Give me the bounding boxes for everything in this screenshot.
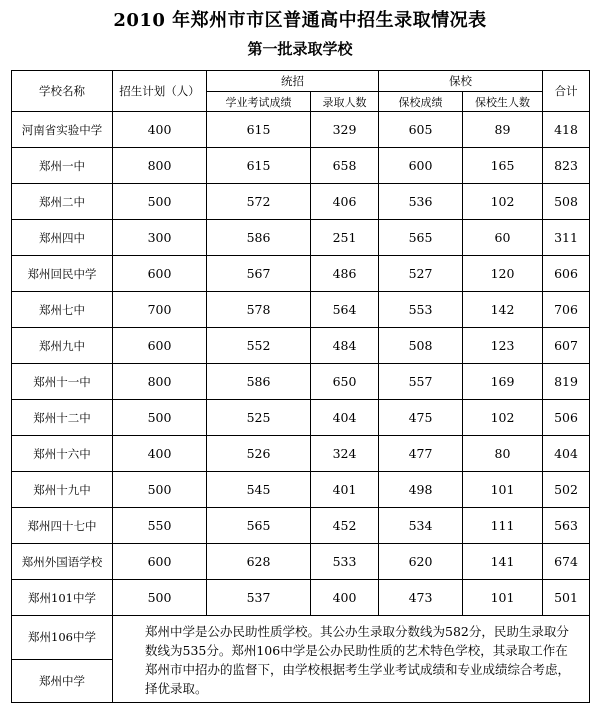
table-row [12, 220, 590, 256]
table-row [12, 328, 590, 364]
cell-school-name: 郑州四十七中 [12, 508, 113, 544]
cell-unified-score: 586 [207, 364, 311, 400]
cell-plan: 700 [113, 292, 207, 328]
table-row [12, 508, 590, 544]
cell-protected-score: 565 [379, 220, 463, 256]
cell-school-name: 郑州二中 [12, 184, 113, 220]
cell-unified-count: 486 [311, 256, 379, 292]
cell-plan: 500 [113, 580, 207, 616]
table-row [12, 472, 590, 508]
cell-total: 311 [543, 220, 590, 256]
table-row [12, 436, 590, 472]
cell-protected-count: 169 [463, 364, 543, 400]
header-unified: 统招 [207, 71, 379, 92]
cell-school-name: 郑州十二中 [12, 400, 113, 436]
cell-protected-score: 620 [379, 544, 463, 580]
cell-protected-score: 477 [379, 436, 463, 472]
cell-total: 404 [543, 436, 590, 472]
cell-unified-count: 401 [311, 472, 379, 508]
cell-school-name: 郑州101中学 [12, 580, 113, 616]
cell-total: 508 [543, 184, 590, 220]
cell-protected-count: 101 [463, 472, 543, 508]
cell-unified-count: 452 [311, 508, 379, 544]
cell-protected-count: 102 [463, 184, 543, 220]
header-total: 合计 [543, 71, 590, 112]
table-row [12, 364, 590, 400]
cell-plan: 500 [113, 184, 207, 220]
cell-unified-count: 533 [311, 544, 379, 580]
cell-total: 674 [543, 544, 590, 580]
cell-unified-count: 484 [311, 328, 379, 364]
cell-unified-score: 615 [207, 148, 311, 184]
cell-protected-count: 120 [463, 256, 543, 292]
cell-total: 706 [543, 292, 590, 328]
cell-protected-count: 141 [463, 544, 543, 580]
note-text: 郑州中学是公办民助性质学校。其公办生录取分数线为582分，民助生录取分数线为535分。郑州106中学是公办民助性质的艺术特色学校，其录取工作在郑州市中招办的监督下，由学校根据考生学业考试成绩和专业成绩综合考虑，择优录取。 [113, 616, 590, 703]
cell-plan: 500 [113, 400, 207, 436]
header-protected: 保校 [379, 71, 543, 92]
cell-unified-score: 565 [207, 508, 311, 544]
table-row [12, 292, 590, 328]
cell-plan: 550 [113, 508, 207, 544]
cell-unified-count: 251 [311, 220, 379, 256]
cell-total: 606 [543, 256, 590, 292]
table-row [12, 184, 590, 220]
cell-unified-count: 406 [311, 184, 379, 220]
header-protected-score: 保校成绩 [379, 92, 463, 112]
cell-total: 506 [543, 400, 590, 436]
admission-table [11, 70, 590, 703]
cell-unified-count: 400 [311, 580, 379, 616]
cell-unified-score: 552 [207, 328, 311, 364]
cell-unified-count: 564 [311, 292, 379, 328]
cell-protected-count: 102 [463, 400, 543, 436]
header-row-1 [12, 71, 590, 92]
cell-protected-count: 111 [463, 508, 543, 544]
cell-unified-count: 650 [311, 364, 379, 400]
header-school: 学校名称 [12, 71, 113, 112]
cell-school-name: 郑州十九中 [12, 472, 113, 508]
cell-protected-score: 527 [379, 256, 463, 292]
cell-plan: 400 [113, 436, 207, 472]
cell-protected-count: 60 [463, 220, 543, 256]
cell-total: 502 [543, 472, 590, 508]
table-row [12, 112, 590, 148]
cell-school-name: 郑州中学 [12, 659, 113, 703]
cell-plan: 600 [113, 256, 207, 292]
cell-plan: 600 [113, 328, 207, 364]
header-protected-count: 保校生人数 [463, 92, 543, 112]
cell-unified-score: 526 [207, 436, 311, 472]
cell-unified-score: 545 [207, 472, 311, 508]
cell-plan: 800 [113, 364, 207, 400]
cell-unified-count: 404 [311, 400, 379, 436]
cell-unified-score: 525 [207, 400, 311, 436]
cell-unified-score: 615 [207, 112, 311, 148]
cell-school-name: 郑州十一中 [12, 364, 113, 400]
cell-protected-score: 553 [379, 292, 463, 328]
cell-unified-count: 329 [311, 112, 379, 148]
cell-school-name: 郑州九中 [12, 328, 113, 364]
cell-protected-score: 536 [379, 184, 463, 220]
cell-protected-score: 508 [379, 328, 463, 364]
cell-protected-score: 600 [379, 148, 463, 184]
cell-school-name: 郑州回民中学 [12, 256, 113, 292]
cell-total: 819 [543, 364, 590, 400]
table-body [12, 112, 590, 703]
cell-unified-score: 537 [207, 580, 311, 616]
cell-school-name: 郑州十六中 [12, 436, 113, 472]
cell-unified-count: 324 [311, 436, 379, 472]
cell-unified-score: 578 [207, 292, 311, 328]
cell-plan: 600 [113, 544, 207, 580]
cell-plan: 800 [113, 148, 207, 184]
cell-protected-score: 557 [379, 364, 463, 400]
cell-protected-count: 142 [463, 292, 543, 328]
cell-school-name: 河南省实验中学 [12, 112, 113, 148]
cell-protected-score: 473 [379, 580, 463, 616]
cell-unified-score: 628 [207, 544, 311, 580]
cell-total: 501 [543, 580, 590, 616]
cell-unified-score: 572 [207, 184, 311, 220]
page-subtitle: 第一批录取学校 [247, 40, 353, 58]
cell-school-name: 郑州外国语学校 [12, 544, 113, 580]
table-row [12, 148, 590, 184]
cell-plan: 400 [113, 112, 207, 148]
cell-plan: 300 [113, 220, 207, 256]
cell-protected-count: 80 [463, 436, 543, 472]
cell-school-name: 郑州106中学 [12, 616, 113, 660]
page-title: 2010 年郑州市市区普通高中招生录取情况表 [113, 10, 487, 31]
cell-protected-count: 89 [463, 112, 543, 148]
table-row [12, 580, 590, 616]
cell-school-name: 郑州一中 [12, 148, 113, 184]
cell-school-name: 郑州七中 [12, 292, 113, 328]
cell-protected-score: 605 [379, 112, 463, 148]
cell-protected-score: 534 [379, 508, 463, 544]
cell-protected-score: 475 [379, 400, 463, 436]
cell-unified-count: 658 [311, 148, 379, 184]
cell-unified-score: 586 [207, 220, 311, 256]
cell-total: 823 [543, 148, 590, 184]
cell-unified-score: 567 [207, 256, 311, 292]
header-unified-count: 录取人数 [311, 92, 379, 112]
table-row [12, 400, 590, 436]
cell-protected-count: 123 [463, 328, 543, 364]
cell-total: 418 [543, 112, 590, 148]
header-unified-score: 学业考试成绩 [207, 92, 311, 112]
cell-protected-count: 165 [463, 148, 543, 184]
header-plan: 招生计划（人） [113, 71, 207, 112]
cell-plan: 500 [113, 472, 207, 508]
table-row [12, 544, 590, 580]
cell-school-name: 郑州四中 [12, 220, 113, 256]
cell-protected-count: 101 [463, 580, 543, 616]
table-row [12, 256, 590, 292]
cell-total: 563 [543, 508, 590, 544]
cell-total: 607 [543, 328, 590, 364]
cell-protected-score: 498 [379, 472, 463, 508]
table-row [12, 616, 590, 660]
